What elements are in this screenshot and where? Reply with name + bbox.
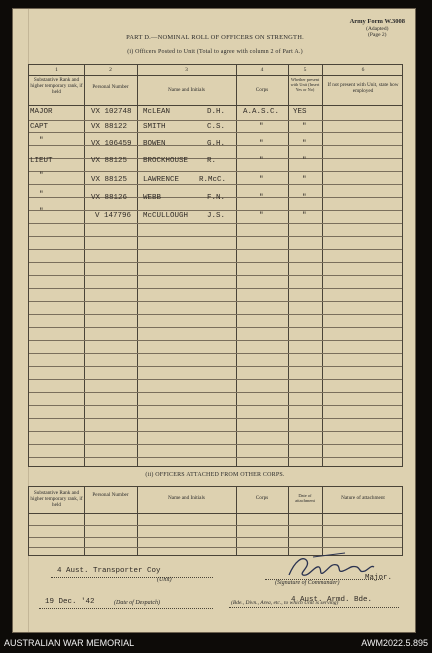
row-3-present: " <box>302 140 307 148</box>
header-ii-rank: Substantive Rank and higher temporary rank, if held <box>30 490 83 508</box>
commander-rank: Major. <box>365 574 393 582</box>
row-4-corps: " <box>259 157 264 165</box>
row-4-rank: LIEUT <box>30 157 53 165</box>
section-i-title: (i) Officers Posted to Unit (Total to agree with column 2 of Part A.) <box>127 49 303 55</box>
archive-accession-number: AWM2022.5.895 <box>361 638 428 648</box>
form-page: (Page 2) <box>368 32 387 38</box>
form-sheet <box>12 8 416 633</box>
row-1-present: YES <box>293 108 307 116</box>
header-ii-personal-number: Personal Number <box>92 492 129 498</box>
col-number-5: 5 <box>303 67 307 73</box>
part-title: PART D.—NOMINAL ROLL OF OFFICERS ON STRENGTH. <box>126 34 304 41</box>
header-rank: Substantive Rank and higher temporary rank, if held <box>30 77 83 95</box>
header-employed: If not present with Unit, state how employed <box>327 82 399 94</box>
row-7-number: V 147796 <box>95 212 132 220</box>
row-7-rank: " <box>39 208 44 216</box>
header-ii-nature: Nature of attachment <box>341 495 385 501</box>
header-present: Whether present with Unit (Insert Yes or No) <box>290 77 320 92</box>
row-6-rank: " <box>39 191 44 199</box>
row-5-number: VX 88125 <box>91 176 128 184</box>
row-7-present: " <box>302 212 307 220</box>
bde-value: 4 Aust. Armd. Bde. <box>291 596 373 604</box>
row-7-name: McCULLOUGH <box>143 212 189 220</box>
row-4-number: VX 88125 <box>91 157 128 165</box>
form-adapted: (Adapted) <box>366 25 389 32</box>
col-number-6: 6 <box>361 67 365 73</box>
row-4-present: " <box>302 157 307 165</box>
row-7-initials: J.S. <box>207 212 226 220</box>
section-ii-title: (ii) OFFICERS ATTACHED FROM OTHER CORPS. <box>145 472 285 478</box>
row-1-name: McLEAN <box>143 108 171 116</box>
officers-attached-table <box>28 486 403 556</box>
officers-posted-table <box>28 64 403 467</box>
commander-signature <box>285 551 377 581</box>
unit-value: 4 Aust. Transporter Coy <box>57 567 161 575</box>
despatch-date-value: 19 Dec. '42 <box>45 598 95 606</box>
col-number-3: 3 <box>185 67 188 73</box>
signature-label: (Signature of Commander) <box>275 580 340 586</box>
row-4-initials: R. <box>207 157 217 165</box>
header-name-initials: Name and Initials <box>168 87 205 93</box>
row-1-initials: D.H. <box>207 108 226 116</box>
row-2-corps: " <box>259 123 264 131</box>
despatch-date-label: (Date of Despatch) <box>114 600 160 606</box>
row-6-name: WEBB <box>143 194 162 202</box>
col-number-1: 1 <box>55 67 58 73</box>
header-personal-number: Personal Number <box>92 84 129 90</box>
archive-name: AUSTRALIAN WAR MEMORIAL <box>4 638 135 648</box>
row-5-rank: " <box>39 172 44 180</box>
row-5-initials: R.McC. <box>199 176 227 184</box>
row-2-name: SMITH <box>143 123 166 131</box>
row-3-corps: " <box>259 140 264 148</box>
row-6-present: " <box>302 194 307 202</box>
row-7-corps: " <box>259 212 264 220</box>
row-2-present: " <box>302 123 307 131</box>
row-6-number: VX 88126 <box>91 194 128 202</box>
row-5-name: LAWRENCE <box>143 176 180 184</box>
header-ii-date: Date of attachment <box>295 493 315 503</box>
row-3-rank: " <box>39 137 44 145</box>
row-1-rank: MAJOR <box>30 108 53 116</box>
header-corps: Corps <box>255 87 269 93</box>
row-5-corps: " <box>259 176 264 184</box>
unit-label: (Unit) <box>157 577 172 583</box>
bde-label: (Bde., Divn., Area, etc., to which Unit is serving) <box>231 600 339 606</box>
row-3-name: BOWEN <box>143 140 166 148</box>
row-2-rank: CAPT <box>30 123 49 131</box>
form-number: Army Form W.3008 <box>349 18 405 25</box>
row-2-number: VX 88122 <box>91 123 128 131</box>
row-2-initials: C.S. <box>207 123 226 131</box>
header-ii-corps: Corps <box>255 495 269 501</box>
header-ii-name-initials: Name and Initials <box>168 495 205 501</box>
row-1-number: VX 102748 <box>91 108 132 116</box>
row-5-present: " <box>302 176 307 184</box>
col-number-2: 2 <box>109 67 112 73</box>
row-3-initials: G.H. <box>207 140 226 148</box>
row-1-corps: A.A.S.C. <box>243 108 280 116</box>
row-6-corps: " <box>259 194 264 202</box>
row-6-initials: F.N. <box>207 194 226 202</box>
row-4-name: BROCKHOUSE <box>143 157 189 165</box>
row-3-number: VX 106459 <box>91 140 132 148</box>
col-number-4: 4 <box>260 67 264 73</box>
